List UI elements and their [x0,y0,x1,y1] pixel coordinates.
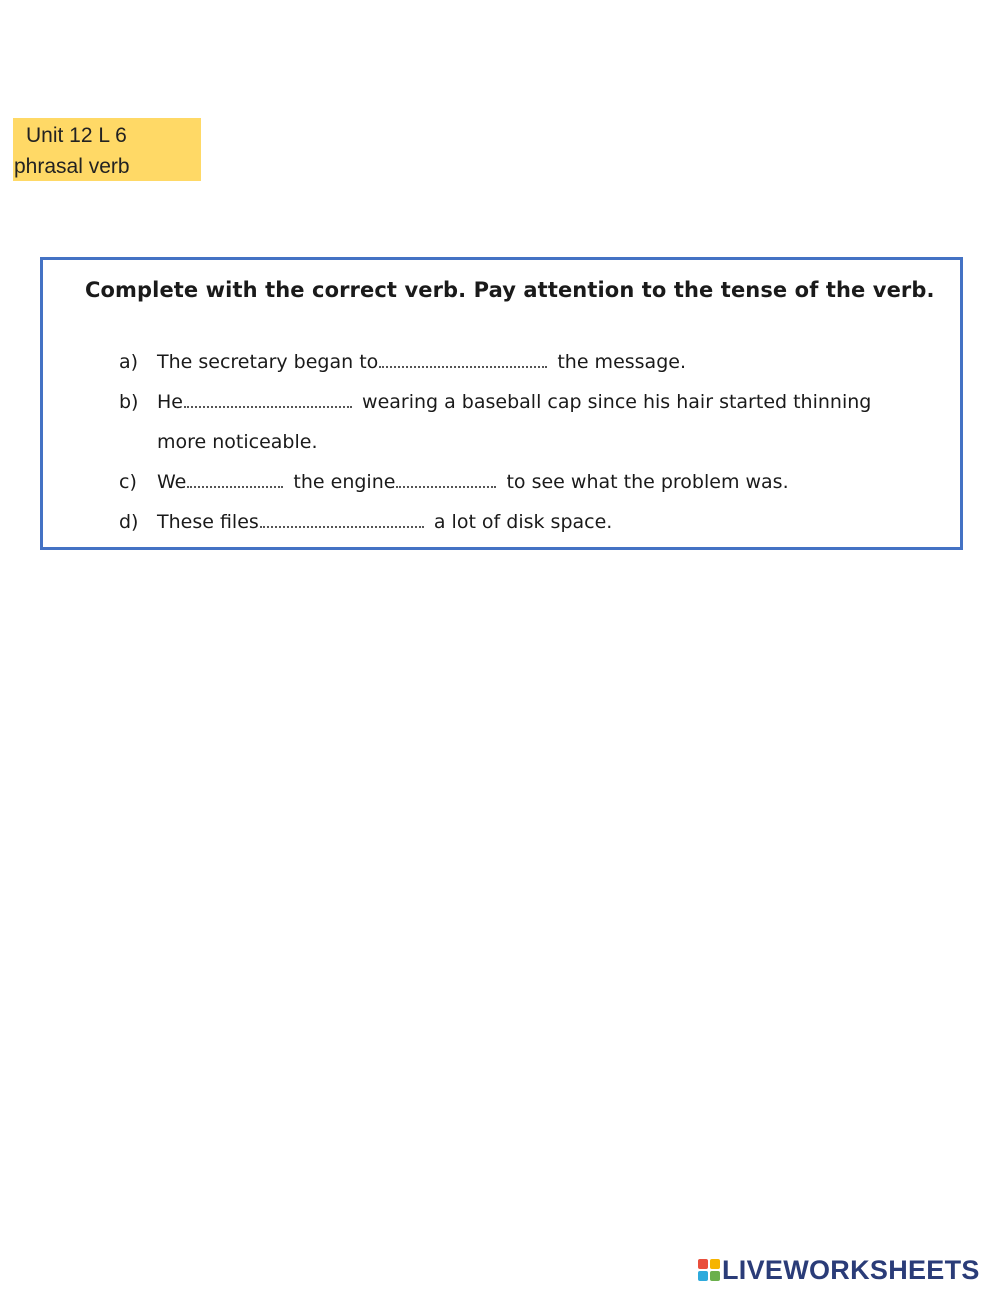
item-text-part: the message. [551,351,686,373]
list-item [119,462,919,502]
item-text-part: We [157,471,187,493]
answer-blank[interactable] [379,348,547,368]
liveworksheets-logo [698,1255,980,1285]
item-letter: a) [119,351,139,373]
item-letter: c) [119,471,137,493]
item-text [157,502,919,542]
exercise-items [119,342,919,542]
answer-blank[interactable] [184,388,352,408]
item-text-part: to see what the problem was. [500,471,789,493]
logo-square-icon [710,1259,720,1269]
list-item [119,342,919,382]
item-text-part: These files [157,511,259,533]
item-text [157,382,919,462]
logo-square-icon [698,1259,708,1269]
item-text-part: a lot of disk space. [427,511,613,533]
item-letter: d) [119,511,139,533]
brand-name: LIVEWORKSHEETS [722,1254,980,1285]
answer-blank[interactable] [260,508,424,528]
logo-square-icon [710,1271,720,1281]
unit-label [13,118,201,181]
list-item [119,502,919,542]
item-text [157,342,919,382]
item-text [157,462,919,502]
answer-blank[interactable] [187,468,283,488]
item-text-part: the engine [287,471,396,493]
item-text-part: The secretary began to [157,351,379,373]
item-text-part: wearing a baseball cap since his hair started thinning more noticeable. [157,391,872,453]
item-letter: b) [119,391,139,413]
unit-title: Unit 12 L 6 [26,124,127,147]
logo-square-icon [698,1271,708,1281]
exercise-instruction: Complete with the correct verb. Pay attention to the tense of the verb. [85,278,935,302]
answer-blank[interactable] [396,468,496,488]
item-text-part: He [157,391,183,413]
unit-subtitle: phrasal verb [14,155,130,178]
exercise-box [40,257,963,550]
liveworksheets-logo-icon [698,1259,720,1281]
list-item [119,382,919,462]
